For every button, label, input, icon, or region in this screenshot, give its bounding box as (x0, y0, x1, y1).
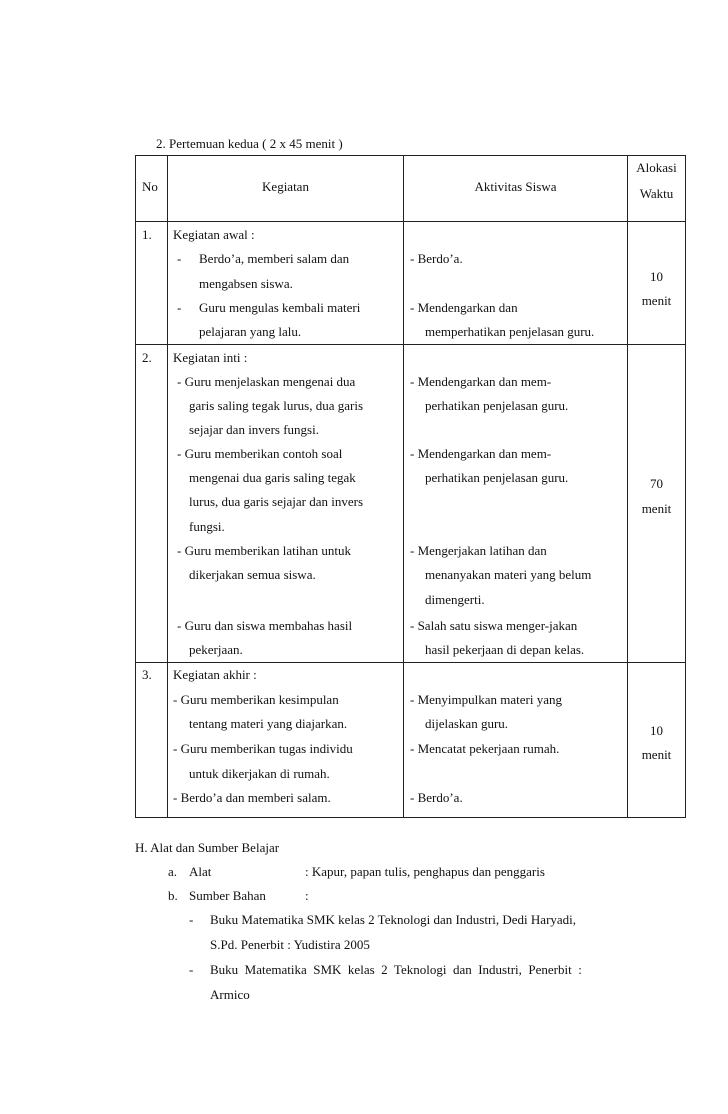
book-2-line1: Buku Matematika SMK kelas 2 Teknologi dan Industri, Penerbit : (210, 962, 582, 977)
header-kegiatan: Kegiatan (262, 179, 309, 194)
book-2-line2: Armico (210, 987, 250, 1002)
row2-kegiatan-line: garis saling tegak lurus, dua garis (189, 398, 364, 413)
row3-waktu-unit: menit (641, 747, 672, 762)
row3-kegiatan-line: - Guru memberikan kesimpulan (173, 692, 339, 707)
row2-kegiatan-line: mengenai dua garis saling tegak (189, 470, 356, 485)
row2-aktivitas-line: dimengerti. (425, 592, 485, 607)
header-waktu: Waktu (639, 186, 674, 201)
row2-kegiatan-line: - Guru dan siswa membahas hasil (177, 618, 353, 633)
row2-kegiatan-line: - Guru menjelaskan mengenai dua (177, 374, 356, 389)
col-kegiatan-divider (403, 155, 404, 817)
row2-aktivitas-line: - Salah satu siswa menger-jakan (410, 618, 578, 633)
alat-marker: a. (168, 864, 178, 879)
row3-title: Kegiatan akhir : (173, 667, 257, 682)
header-bottom-border (135, 221, 686, 222)
row2-title: Kegiatan inti : (173, 350, 248, 365)
alat-value: : Kapur, papan tulis, penghapus dan penggaris (305, 864, 545, 879)
table-bottom-border (135, 817, 686, 818)
header-aktivitas: Aktivitas Siswa (474, 179, 557, 194)
row3-kegiatan-line: - Berdo’a dan memberi salam. (173, 790, 331, 805)
book-1-line1: Buku Matematika SMK kelas 2 Teknologi dan Industri, Dedi Haryadi, (210, 912, 577, 927)
table-left-border (135, 155, 136, 817)
row1-aktivitas-line: memperhatikan penjelasan guru. (425, 324, 595, 339)
table-top-border (135, 155, 686, 156)
row2-waktu-value: 70 (650, 476, 663, 491)
row2-aktivitas-line: - Mendengarkan dan mem- (410, 374, 552, 389)
row3-kegiatan-line: tentang materi yang diajarkan. (189, 716, 348, 731)
row1-waktu-unit: menit (641, 293, 672, 308)
row2-kegiatan-line: - Guru memberikan contoh soal (177, 446, 343, 461)
section-title: 2. Pertemuan kedua ( 2 x 45 menit ) (156, 136, 343, 151)
row2-aktivitas-line: hasil pekerjaan di depan kelas. (425, 642, 585, 657)
row3-kegiatan-line: untuk dikerjakan di rumah. (189, 766, 330, 781)
row2-aktivitas-line: perhatikan penjelasan guru. (425, 398, 569, 413)
row1-kegiatan-line: mengabsen siswa. (199, 276, 293, 291)
book-2-dash: - (189, 962, 194, 977)
row1-kegiatan-line: - (177, 251, 182, 266)
row1-title: Kegiatan awal : (173, 227, 255, 242)
row3-aktivitas-line: dijelaskan guru. (425, 716, 509, 731)
row1-kegiatan-line: Guru mengulas kembali materi (199, 300, 361, 315)
row1-aktivitas-line: - Mendengarkan dan (410, 300, 518, 315)
row1-waktu-value: 10 (650, 269, 663, 284)
row1-bottom-border (135, 344, 686, 345)
col-no-divider (167, 155, 168, 817)
row1-kegiatan-line: pelajaran yang lalu. (199, 324, 302, 339)
row1-no: 1. (142, 227, 152, 242)
row2-kegiatan-line: dikerjakan semua siswa. (189, 567, 316, 582)
row2-aktivitas-line: perhatikan penjelasan guru. (425, 470, 569, 485)
table-right-border (685, 155, 686, 817)
row1-kegiatan-line: Berdo’a, memberi salam dan (199, 251, 350, 266)
header-no: No (142, 179, 158, 194)
row2-aktivitas-line: - Mengerjakan latihan dan (410, 543, 547, 558)
row2-kegiatan-line: fungsi. (189, 519, 225, 534)
row3-aktivitas-line: - Mencatat pekerjaan rumah. (410, 741, 560, 756)
row3-waktu-value: 10 (650, 723, 663, 738)
sumber-colon: : (305, 888, 309, 903)
row2-waktu-unit: menit (641, 501, 672, 516)
sumber-marker: b. (168, 888, 178, 903)
header-alokasi: Alokasi (636, 160, 677, 175)
row3-aktivitas-line: - Menyimpulkan materi yang (410, 692, 562, 707)
row3-kegiatan-line: - Guru memberikan tugas individu (173, 741, 353, 756)
row2-no: 2. (142, 350, 152, 365)
row2-kegiatan-line: pekerjaan. (189, 642, 243, 657)
book-1-line2: S.Pd. Penerbit : Yudistira 2005 (210, 937, 370, 952)
row2-kegiatan-line: lurus, dua garis sejajar dan invers (189, 494, 364, 509)
row2-aktivitas-line: - Mendengarkan dan mem- (410, 446, 552, 461)
alat-label: Alat (189, 864, 212, 879)
row3-no: 3. (142, 667, 152, 682)
row3-aktivitas-line: - Berdo’a. (410, 790, 463, 805)
row1-kegiatan-line: - (177, 300, 182, 315)
row1-aktivitas-line: - Berdo’a. (410, 251, 463, 266)
row2-aktivitas-line: menanyakan materi yang belum (425, 567, 592, 582)
book-1-dash: - (189, 912, 194, 927)
row2-kegiatan-line: - Guru memberikan latihan untuk (177, 543, 352, 558)
sumber-label: Sumber Bahan (189, 888, 266, 903)
row2-kegiatan-line: sejajar dan invers fungsi. (189, 422, 319, 437)
row2-bottom-border (135, 662, 686, 663)
section-h-title: H. Alat dan Sumber Belajar (135, 840, 280, 855)
